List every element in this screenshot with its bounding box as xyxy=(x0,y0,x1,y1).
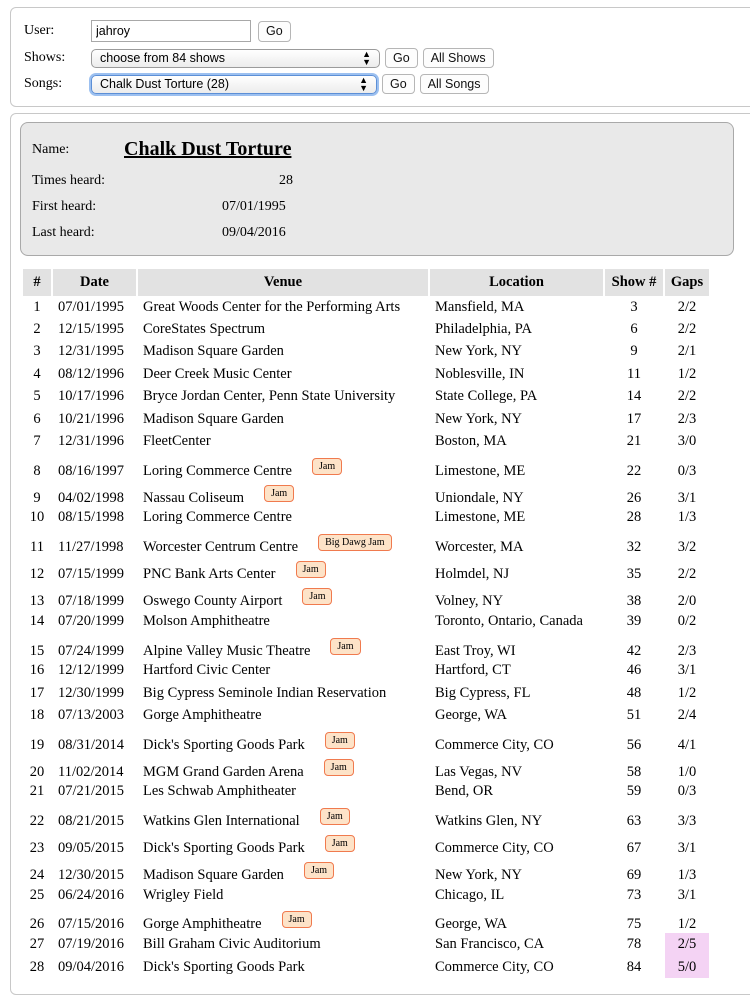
table-row xyxy=(23,430,709,452)
row-date: 08/16/1997 xyxy=(58,462,125,479)
row-number: 24 xyxy=(29,867,45,884)
row-venue: Nassau Coliseum xyxy=(143,489,245,506)
row-venue: FleetCenter xyxy=(143,433,211,450)
row-number: 14 xyxy=(29,612,45,629)
times-heard-label: Times heard: xyxy=(32,173,105,188)
row-venue-cell xyxy=(138,781,428,803)
row-venue: PNC Bank Arts Center xyxy=(143,566,276,583)
row-venue: Watkins Glen International xyxy=(143,813,300,830)
row-date: 09/04/2016 xyxy=(58,958,125,975)
row-venue: Bill Graham Civic Auditorium xyxy=(143,936,321,953)
row-gaps: 3/1 xyxy=(677,840,697,857)
row-date: 07/21/2015 xyxy=(58,783,125,800)
table-row xyxy=(23,704,709,726)
row-venue-cell xyxy=(138,296,428,318)
row-number: 16 xyxy=(29,662,45,679)
table-row xyxy=(23,341,709,363)
row-location: Limestone, ME xyxy=(435,509,526,526)
row-location: Worcester, MA xyxy=(435,539,524,556)
table-row xyxy=(23,781,709,803)
table-row xyxy=(23,727,709,754)
jam-badge[interactable]: Jam xyxy=(320,808,350,825)
row-location: Uniondale, NY xyxy=(435,489,524,506)
table-row xyxy=(23,660,709,682)
row-show-number: 69 xyxy=(626,867,642,884)
row-number: 3 xyxy=(33,343,41,360)
row-venue: Gorge Amphitheatre xyxy=(143,706,262,723)
row-date: 12/15/1995 xyxy=(58,321,125,338)
table-row xyxy=(23,933,709,955)
shows-table xyxy=(21,269,711,978)
row-show-number: 78 xyxy=(626,936,642,953)
jam-badge[interactable]: Jam xyxy=(296,561,326,578)
row-date: 04/02/1998 xyxy=(58,489,125,506)
row-venue: Dick's Sporting Goods Park xyxy=(143,736,305,753)
table-row xyxy=(23,453,709,480)
row-date: 07/13/2003 xyxy=(58,706,125,723)
row-venue: Dick's Sporting Goods Park xyxy=(143,958,305,975)
row-number: 12 xyxy=(29,566,45,583)
user-input[interactable] xyxy=(91,20,251,42)
row-venue-cell xyxy=(138,906,428,933)
row-number: 20 xyxy=(29,763,45,780)
jam-badge[interactable]: Jam xyxy=(282,911,312,928)
row-venue: Loring Commerce Centre xyxy=(143,509,292,526)
jam-badge[interactable]: Jam xyxy=(325,835,355,852)
row-venue-cell xyxy=(138,453,428,480)
row-date: 08/21/2015 xyxy=(58,813,125,830)
row-gaps: 2/3 xyxy=(677,410,697,427)
row-show-number: 56 xyxy=(626,736,642,753)
row-number: 6 xyxy=(33,410,41,427)
row-gaps: 0/3 xyxy=(677,462,697,479)
row-location: Boston, MA xyxy=(435,433,507,450)
row-location: New York, NY xyxy=(435,867,523,884)
row-gaps: 3/3 xyxy=(677,813,697,830)
row-show-number: 58 xyxy=(626,763,642,780)
row-show-number: 9 xyxy=(630,343,638,360)
row-venue: Alpine Valley Music Theatre xyxy=(143,642,311,659)
row-venue-cell xyxy=(138,803,428,830)
row-location: Commerce City, CO xyxy=(435,958,554,975)
row-show-number: 39 xyxy=(626,612,642,629)
table-row xyxy=(23,906,709,933)
row-gaps: 3/1 xyxy=(677,886,697,903)
col-date-header: Date xyxy=(53,269,136,296)
all-songs-button[interactable]: All Songs xyxy=(420,74,489,94)
table-row xyxy=(23,363,709,385)
row-number: 15 xyxy=(29,642,45,659)
row-date: 10/21/1996 xyxy=(58,410,125,427)
row-date: 07/18/1999 xyxy=(58,593,125,610)
row-venue: Les Schwab Amphitheater xyxy=(143,783,297,800)
row-location: Toronto, Ontario, Canada xyxy=(435,612,583,629)
jam-badge[interactable]: Jam xyxy=(304,862,334,879)
table-row xyxy=(23,556,709,583)
row-location: Volney, NY xyxy=(435,593,504,610)
row-date: 09/05/2015 xyxy=(58,840,125,857)
row-location: Hartford, CT xyxy=(435,662,511,679)
row-show-number: 11 xyxy=(627,365,641,382)
row-date: 11/27/1998 xyxy=(58,539,124,556)
row-show-number: 84 xyxy=(626,958,642,975)
row-show-number: 73 xyxy=(626,886,642,903)
table-row xyxy=(23,803,709,830)
row-venue: Madison Square Garden xyxy=(143,867,284,884)
row-venue-cell xyxy=(138,633,428,660)
row-venue: Madison Square Garden xyxy=(143,343,284,360)
row-number: 22 xyxy=(29,813,45,830)
row-date: 08/15/1998 xyxy=(58,509,125,526)
row-date: 06/24/2016 xyxy=(58,886,125,903)
row-venue: CoreStates Spectrum xyxy=(143,321,266,338)
row-date: 12/12/1999 xyxy=(58,662,125,679)
row-gaps: 1/2 xyxy=(677,684,697,701)
row-venue: Great Woods Center for the Performing Arts xyxy=(143,298,401,315)
row-gaps: 2/2 xyxy=(677,566,697,583)
row-location: Commerce City, CO xyxy=(435,736,554,753)
table-row xyxy=(23,956,709,978)
row-gaps: 1/0 xyxy=(677,763,697,780)
row-number: 23 xyxy=(29,840,45,857)
row-venue: Worcester Centrum Centre xyxy=(143,539,299,556)
row-date: 10/17/1996 xyxy=(58,388,125,405)
row-show-number: 46 xyxy=(626,662,642,679)
table-row xyxy=(23,884,709,906)
table-row xyxy=(23,408,709,430)
row-show-number: 22 xyxy=(626,462,642,479)
times-heard-value: 28 xyxy=(279,173,293,188)
row-gaps: 2/5 xyxy=(665,933,709,955)
row-venue: Bryce Jordan Center, Penn State University xyxy=(143,388,396,405)
row-show-number: 38 xyxy=(626,593,642,610)
row-show-number: 26 xyxy=(626,489,642,506)
row-gaps: 3/1 xyxy=(677,662,697,679)
row-location: Watkins Glen, NY xyxy=(435,813,543,830)
row-gaps: 3/0 xyxy=(677,433,697,450)
row-venue: Oswego County Airport xyxy=(143,593,283,610)
row-number: 5 xyxy=(33,388,41,405)
row-location: Mansfield, MA xyxy=(435,298,525,315)
jam-badge[interactable]: Jam xyxy=(330,638,360,655)
jam-badge[interactable]: Jam xyxy=(324,759,354,776)
row-location: Big Cypress, FL xyxy=(435,684,531,701)
row-date: 07/15/1999 xyxy=(58,566,125,583)
song-panel xyxy=(10,113,750,995)
row-location: George, WA xyxy=(435,916,507,933)
table-row xyxy=(23,318,709,340)
row-date: 07/15/2016 xyxy=(58,916,125,933)
table-row xyxy=(23,583,709,610)
row-venue-cell xyxy=(138,610,428,632)
row-date: 07/01/1995 xyxy=(58,298,125,315)
row-location: George, WA xyxy=(435,706,507,723)
row-location: Las Vegas, NV xyxy=(435,763,523,780)
row-venue-cell xyxy=(138,318,428,340)
row-gaps: 0/3 xyxy=(677,783,697,800)
row-venue: Madison Square Garden xyxy=(143,410,284,427)
last-heard-label: Last heard: xyxy=(32,225,95,240)
row-venue-cell xyxy=(138,754,428,781)
table-header-row xyxy=(23,269,709,296)
row-date: 08/31/2014 xyxy=(58,736,125,753)
jam-badge[interactable]: Jam xyxy=(325,732,355,749)
first-heard-value: 07/01/1995 xyxy=(222,199,286,214)
row-show-number: 51 xyxy=(626,706,642,723)
row-venue-cell xyxy=(138,830,428,857)
jam-badge[interactable]: Jam xyxy=(312,458,342,475)
table-row xyxy=(23,529,709,556)
row-gaps: 3/2 xyxy=(677,539,697,556)
row-show-number: 67 xyxy=(626,840,642,857)
row-gaps: 1/2 xyxy=(677,916,697,933)
row-show-number: 6 xyxy=(630,321,638,338)
row-venue: Deer Creek Music Center xyxy=(143,365,292,382)
row-venue-cell xyxy=(138,583,428,610)
row-show-number: 28 xyxy=(626,509,642,526)
row-number: 7 xyxy=(33,433,41,450)
col-venue-header: Venue xyxy=(138,269,428,296)
row-number: 1 xyxy=(33,298,41,315)
select-arrows-icon: ▲ ▼ xyxy=(359,75,368,93)
row-venue: Molson Amphitheatre xyxy=(143,612,270,629)
row-gaps: 4/1 xyxy=(677,736,697,753)
row-number: 21 xyxy=(29,783,45,800)
row-venue-cell xyxy=(138,363,428,385)
table-row xyxy=(23,386,709,408)
row-venue-cell xyxy=(138,660,428,682)
row-venue-cell xyxy=(138,857,428,884)
row-number: 19 xyxy=(29,736,45,753)
row-number: 2 xyxy=(33,321,41,338)
table-row xyxy=(23,754,709,781)
row-venue-cell xyxy=(138,529,428,556)
row-location: Holmdel, NJ xyxy=(435,566,510,583)
row-venue-cell xyxy=(138,556,428,583)
songs-select-value: Chalk Dust Torture (28) xyxy=(100,77,229,91)
last-heard-value: 09/04/2016 xyxy=(222,225,286,240)
user-label: User: xyxy=(24,23,55,38)
row-show-number: 14 xyxy=(626,388,642,405)
row-gaps: 2/2 xyxy=(677,321,697,338)
row-venue: Wrigley Field xyxy=(143,886,224,903)
table-row xyxy=(23,830,709,857)
row-gaps: 1/2 xyxy=(677,365,697,382)
table-row xyxy=(23,610,709,632)
row-gaps: 2/3 xyxy=(677,642,697,659)
table-row xyxy=(23,480,709,507)
row-number: 4 xyxy=(33,365,41,382)
col-show-header: Show # xyxy=(605,269,663,296)
row-venue-cell xyxy=(138,704,428,726)
row-number: 10 xyxy=(29,509,45,526)
row-venue-cell xyxy=(138,933,428,955)
row-show-number: 75 xyxy=(626,916,642,933)
row-date: 12/31/1995 xyxy=(58,343,125,360)
row-location: New York, NY xyxy=(435,410,523,427)
all-shows-button[interactable]: All Shows xyxy=(423,48,494,68)
row-number: 27 xyxy=(29,936,45,953)
row-number: 8 xyxy=(33,462,41,479)
row-date: 12/31/1996 xyxy=(58,433,125,450)
row-number: 11 xyxy=(30,539,44,556)
jam-badge[interactable]: Jam xyxy=(264,485,294,502)
songs-select[interactable] xyxy=(91,75,377,94)
row-date: 07/20/1999 xyxy=(58,612,125,629)
shows-go-button[interactable]: Go xyxy=(385,48,418,68)
row-gaps: 2/2 xyxy=(677,388,697,405)
row-venue-cell xyxy=(138,430,428,452)
table-row xyxy=(23,507,709,529)
row-gaps: 2/0 xyxy=(677,593,697,610)
songs-label: Songs: xyxy=(24,76,63,91)
user-go-button[interactable]: Go xyxy=(258,21,291,42)
row-venue-cell xyxy=(138,480,428,507)
row-location: Bend, OR xyxy=(435,783,493,800)
song-name: Chalk Dust Torture xyxy=(124,138,292,160)
shows-select[interactable] xyxy=(91,49,380,68)
row-venue: Gorge Amphitheatre xyxy=(143,916,262,933)
row-venue-cell xyxy=(138,884,428,906)
songs-row xyxy=(24,74,489,94)
row-number: 26 xyxy=(29,916,45,933)
row-gaps: 2/4 xyxy=(677,706,697,723)
row-venue: MGM Grand Garden Arena xyxy=(143,763,304,780)
name-label: Name: xyxy=(32,142,70,157)
row-location: East Troy, WI xyxy=(435,642,516,659)
row-show-number: 3 xyxy=(630,298,638,315)
row-show-number: 59 xyxy=(626,783,642,800)
song-info-box xyxy=(20,122,734,256)
row-date: 11/02/2014 xyxy=(58,763,124,780)
row-gaps: 1/3 xyxy=(677,867,697,884)
row-location: San Francisco, CA xyxy=(435,936,545,953)
col-gaps-header: Gaps xyxy=(665,269,709,296)
row-venue-cell xyxy=(138,682,428,704)
row-date: 07/24/1999 xyxy=(58,642,125,659)
row-venue-cell xyxy=(138,386,428,408)
col-location-header: Location xyxy=(430,269,603,296)
row-show-number: 63 xyxy=(626,813,642,830)
select-arrows-icon: ▲ ▼ xyxy=(362,49,371,67)
row-venue-cell xyxy=(138,956,428,978)
row-location: Limestone, ME xyxy=(435,462,526,479)
user-row xyxy=(24,20,291,42)
row-location: Noblesville, IN xyxy=(435,365,525,382)
jam-badge[interactable]: Big Dawg Jam xyxy=(318,534,391,551)
row-number: 28 xyxy=(29,958,45,975)
row-show-number: 17 xyxy=(626,410,642,427)
row-date: 12/30/2015 xyxy=(58,867,125,884)
row-venue: Loring Commerce Centre xyxy=(143,462,292,479)
row-show-number: 42 xyxy=(626,642,642,659)
row-number: 17 xyxy=(29,684,45,701)
row-location: State College, PA xyxy=(435,388,538,405)
row-location: Chicago, IL xyxy=(435,886,505,903)
row-number: 9 xyxy=(33,489,41,506)
table-row xyxy=(23,682,709,704)
shows-select-value: choose from 84 shows xyxy=(100,51,226,65)
controls-panel xyxy=(10,7,750,107)
jam-badge[interactable]: Jam xyxy=(302,588,332,605)
songs-go-button[interactable]: Go xyxy=(382,74,415,94)
row-venue-cell xyxy=(138,507,428,529)
row-location: New York, NY xyxy=(435,343,523,360)
row-show-number: 48 xyxy=(626,684,642,701)
col-number-header: # xyxy=(23,269,51,296)
row-gaps: 2/2 xyxy=(677,298,697,315)
row-show-number: 35 xyxy=(626,566,642,583)
row-gaps: 0/2 xyxy=(677,612,697,629)
table-row xyxy=(23,296,709,318)
row-location: Philadelphia, PA xyxy=(435,321,532,338)
row-show-number: 21 xyxy=(626,433,642,450)
row-gaps: 1/3 xyxy=(677,509,697,526)
table-row xyxy=(23,857,709,884)
row-venue: Big Cypress Seminole Indian Reservation xyxy=(143,684,387,701)
row-number: 25 xyxy=(29,886,45,903)
row-date: 07/19/2016 xyxy=(58,936,125,953)
row-number: 13 xyxy=(29,593,45,610)
row-gaps: 2/1 xyxy=(677,343,697,360)
row-venue-cell xyxy=(138,341,428,363)
row-gaps: 5/0 xyxy=(665,956,709,978)
row-date: 12/30/1999 xyxy=(58,684,125,701)
row-venue: Dick's Sporting Goods Park xyxy=(143,840,305,857)
row-venue-cell xyxy=(138,408,428,430)
row-venue-cell xyxy=(138,727,428,754)
shows-label: Shows: xyxy=(24,50,66,65)
table-row xyxy=(23,633,709,660)
row-number: 18 xyxy=(29,706,45,723)
shows-row xyxy=(24,48,494,68)
row-venue: Hartford Civic Center xyxy=(143,662,271,679)
first-heard-label: First heard: xyxy=(32,199,97,214)
row-date: 08/12/1996 xyxy=(58,365,125,382)
row-gaps: 3/1 xyxy=(677,489,697,506)
row-location: Commerce City, CO xyxy=(435,840,554,857)
row-show-number: 32 xyxy=(626,539,642,556)
